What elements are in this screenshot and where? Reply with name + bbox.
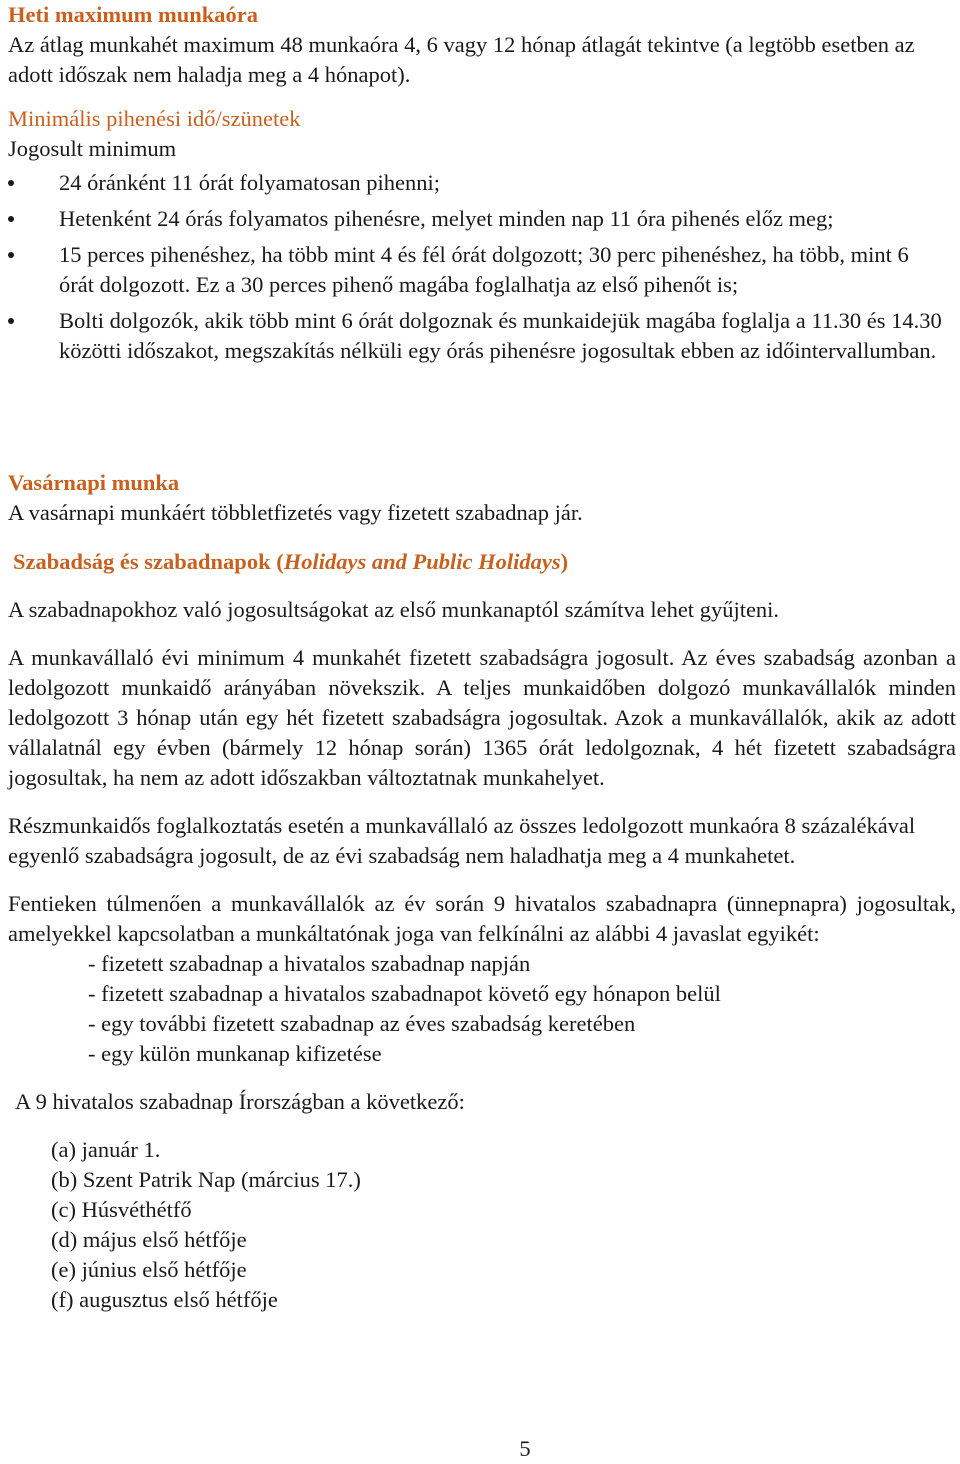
list-item: (d) május első hétfője <box>51 1227 247 1252</box>
page-number: 5 <box>519 1436 531 1461</box>
list-item: (e) június első hétfője <box>51 1257 247 1282</box>
holidays-paragraph-4: Fentieken túlmenően a munkavállalók az év során 9 hivatalos szabadnapra (ünnepnapra) jogosultak, amelyekkel kapcsolatban a munkáltatónak joga van felkínálni az alábbi 4 javaslat egyikét: <box>8 891 956 946</box>
list-item: Hetenként 24 órás folyamatos pihenésre, melyet minden nap 11 óra pihenés előz meg; <box>8 204 956 234</box>
list-item: - egy külön munkanap kifizetése <box>88 1041 382 1066</box>
rest-bullet-list <box>8 168 956 366</box>
list-item: - egy további fizetett szabadnap az éves szabadság keretében <box>88 1011 636 1036</box>
holidays-paragraph-2: A munkavállaló évi minimum 4 munkahét fizetett szabadságra jogosult. Az éves szabadság azonban a ledolgozott munkaidő arányában növekszik. A teljes munkaidőben dolgozó munkavállalók minden ledolgozott 3 hónap után egy hét fizetett szabadságra jogosultak. Azok a munkavállalók, akik az adott vállalatnál egy évben (bármely 12 hónap során) 1365 órát ledolgoznak, 4 hét fizetett szabadságra jogosultak, ha nem az adott időszakban változtatnak munkahelyet. <box>8 645 956 790</box>
list-item: 24 óránként 11 órát folyamatosan pihenni; <box>8 168 956 198</box>
heading-rest: Minimális pihenési idő/szünetek <box>8 106 301 131</box>
public-holidays-intro: A 9 hivatalos szabadnap Írországban a következő: <box>15 1089 465 1114</box>
list-item: (a) január 1. <box>51 1137 161 1162</box>
public-holidays-list <box>8 1135 956 1315</box>
list-item: - fizetett szabadnap a hivatalos szabadnap napján <box>88 951 531 976</box>
heading-weekly-max: Heti maximum munkaóra <box>8 2 258 27</box>
heading-holidays: Szabadság és szabadnapok (Holidays and Public Holidays) <box>13 549 569 574</box>
holidays-paragraph-1: A szabadnapokhoz való jogosultságokat az első munkanaptól számítva lehet gyűjteni. <box>8 597 780 622</box>
sunday-work-text: A vasárnapi munkáért többletfizetés vagy fizetett szabadnap jár. <box>8 500 583 525</box>
holidays-paragraph-3: Részmunkaidős foglalkoztatás esetén a munkavállaló az összes ledolgozott munkaóra 8 százalékával egyenlő szabadságra jogosult, de az évi szabadság nem haladhatja meg a 4 munkahetet. <box>8 813 916 868</box>
list-item: (b) Szent Patrik Nap (március 17.) <box>51 1167 361 1192</box>
holiday-options-list <box>8 949 956 1069</box>
list-item: (f) augusztus első hétfője <box>51 1287 278 1312</box>
rest-intro: Jogosult minimum <box>8 136 177 161</box>
list-item: Bolti dolgozók, akik több mint 6 órát dolgoznak és munkaidejük magába foglalja a 11.30 és 14.30 közötti időszakot, megszakítás nélküli egy órás pihenésre jogosultak ebben az időintervallumban. <box>8 306 956 366</box>
heading-sunday-work: Vasárnapi munka <box>8 470 180 495</box>
list-item: - fizetett szabadnap a hivatalos szabadnapot követő egy hónapon belül <box>88 981 721 1006</box>
weekly-max-text: Az átlag munkahét maximum 48 munkaóra 4, 6 vagy 12 hónap átlagát tekintve (a legtöbb esetben az adott időszak nem haladja meg a 4 hónapot). <box>8 32 915 87</box>
list-item: 15 perces pihenéshez, ha több mint 4 és fél órát dolgozott; 30 perc pihenéshez, ha több, mint 6 órát dolgozott. Ez a 30 perces pihenő magába foglalhatja az első pihenőt is; <box>8 240 956 300</box>
list-item: (c) Húsvéthétfő <box>51 1197 192 1222</box>
